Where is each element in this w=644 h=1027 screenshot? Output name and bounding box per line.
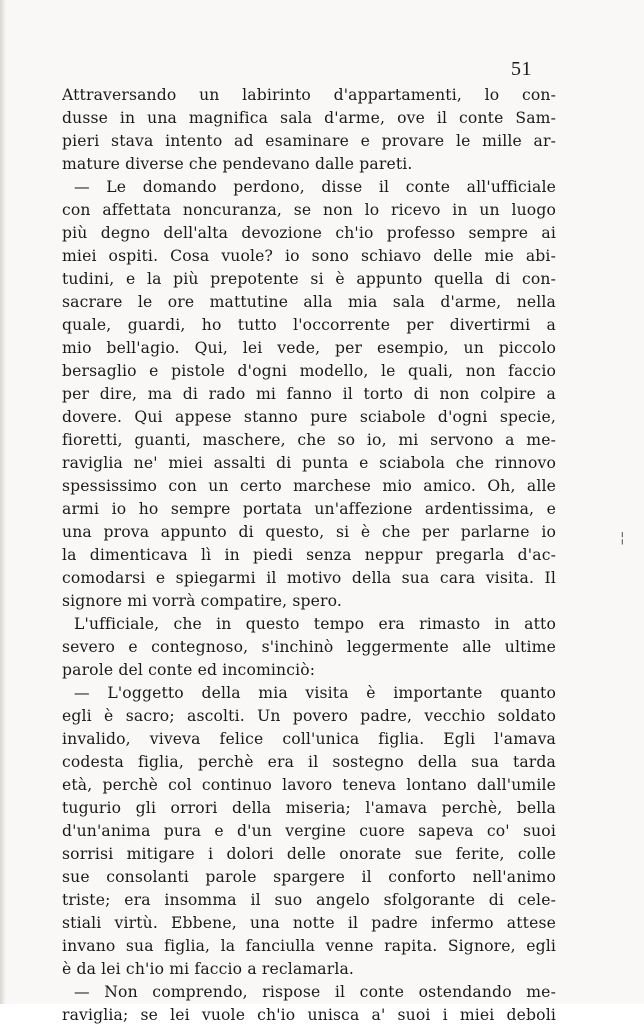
text-line: pieri stava intento ad esaminare e provare le mille ar- bbox=[62, 132, 556, 150]
text-line: sorrisi mitigare i dolori delle onorate sue ferite, colle bbox=[62, 845, 556, 863]
text-line: egli è sacro; ascolti. Un povero padre, vecchio soldato bbox=[62, 707, 556, 725]
text-line: più degno dell'alta devozione ch'io professo sempre ai bbox=[62, 224, 556, 242]
text-line: dusse in una magnifica sala d'arme, ove il conte Sam- bbox=[62, 109, 556, 127]
text-line: invano sua figlia, la fanciulla venne rapita. Signore, egli bbox=[62, 937, 556, 955]
text-line: signore mi vorrà compatire, spero. bbox=[62, 592, 343, 610]
text-line: Attraversando un labirinto d'appartamenti, lo con- bbox=[62, 86, 556, 104]
text-line: è da lei ch'io mi faccio a reclamarla. bbox=[62, 960, 355, 978]
text-line: una prova appunto di questo, si è che per parlarne io bbox=[62, 523, 556, 541]
text-line: età, perchè col continuo lavoro teneva lontano dall'umile bbox=[62, 776, 556, 794]
text-line: quale, guardi, ho tutto l'occorrente per divertirmi a bbox=[62, 316, 556, 334]
text-line: dovere. Qui appese stanno pure sciabole d'ogni specie, bbox=[62, 408, 556, 426]
text-line: bersaglio e pistole d'ogni modello, le quali, non faccio bbox=[62, 362, 556, 380]
text-line: fioretti, guanti, maschere, che so io, mi servono a me- bbox=[62, 431, 556, 449]
text-line: invalido, viveva felice coll'unica figlia. Egli l'amava bbox=[62, 730, 556, 748]
text-line: mature diverse che pendevano dalle pareti. bbox=[62, 155, 413, 173]
text-line: tudini, e la più prepotente si è appunto quella di con- bbox=[62, 270, 556, 288]
text-line: triste; era insomma il suo angelo sfolgorante di cele- bbox=[62, 891, 556, 909]
text-line: comodarsi e spiegarmi il motivo della sua cara visita. Il bbox=[62, 569, 556, 587]
text-line: — L'oggetto della mia visita è importante quanto bbox=[74, 684, 556, 702]
text-line: parole del conte ed incominciò: bbox=[62, 661, 316, 679]
margin-mark: ¦ bbox=[620, 530, 625, 546]
text-line: L'ufficiale, che in questo tempo era rimasto in atto bbox=[74, 615, 556, 633]
text-line: stiali virtù. Ebbene, una notte il padre infermo attese bbox=[62, 914, 556, 932]
text-line: armi io ho sempre portata un'affezione ardentissima, e bbox=[62, 500, 556, 518]
text-line: sacrare le ore mattutine alla mia sala d'arme, nella bbox=[62, 293, 556, 311]
text-line: codesta figlia, perchè era il sostegno della sua tarda bbox=[62, 753, 556, 771]
text-line: mio bell'agio. Qui, lei vede, per esempio, un piccolo bbox=[62, 339, 556, 357]
text-line: miei ospiti. Cosa vuole? io sono schiavo delle mie abi- bbox=[62, 247, 556, 265]
text-line: — Le domando perdono, disse il conte all'ufficiale bbox=[74, 178, 556, 196]
page-number: 51 bbox=[511, 58, 532, 80]
text-line: con affettata noncuranza, se non lo ricevo in un luogo bbox=[62, 201, 556, 219]
text-line: tugurio gli orrori della miseria; l'amava perchè, bella bbox=[62, 799, 556, 817]
text-line: spessissimo con un certo marchese mio amico. Oh, alle bbox=[62, 477, 556, 495]
text-line: la dimenticava lì in piedi senza neppur pregarla d'ac- bbox=[62, 546, 556, 564]
text-line: sue consolanti parole spargere il conforto nell'animo bbox=[62, 868, 556, 886]
text-line: — Non comprendo, rispose il conte ostendando me- bbox=[74, 983, 556, 1001]
text-line: raviglia ne' miei assalti di punta e sciabola che rinnovo bbox=[62, 454, 556, 472]
text-line: severo e contegnoso, s'inchinò leggermente alle ultime bbox=[62, 638, 556, 656]
body-text bbox=[62, 84, 556, 1027]
page-edge-shadow bbox=[0, 0, 6, 1004]
text-line: raviglia; se lei vuole ch'io unisca a' suoi i miei deboli bbox=[62, 1006, 556, 1024]
text-line: d'un'anima pura e d'un vergine cuore sapeva co' suoi bbox=[62, 822, 556, 840]
text-line: per dire, ma di rado mi fanno il torto di non colpire a bbox=[62, 385, 556, 403]
